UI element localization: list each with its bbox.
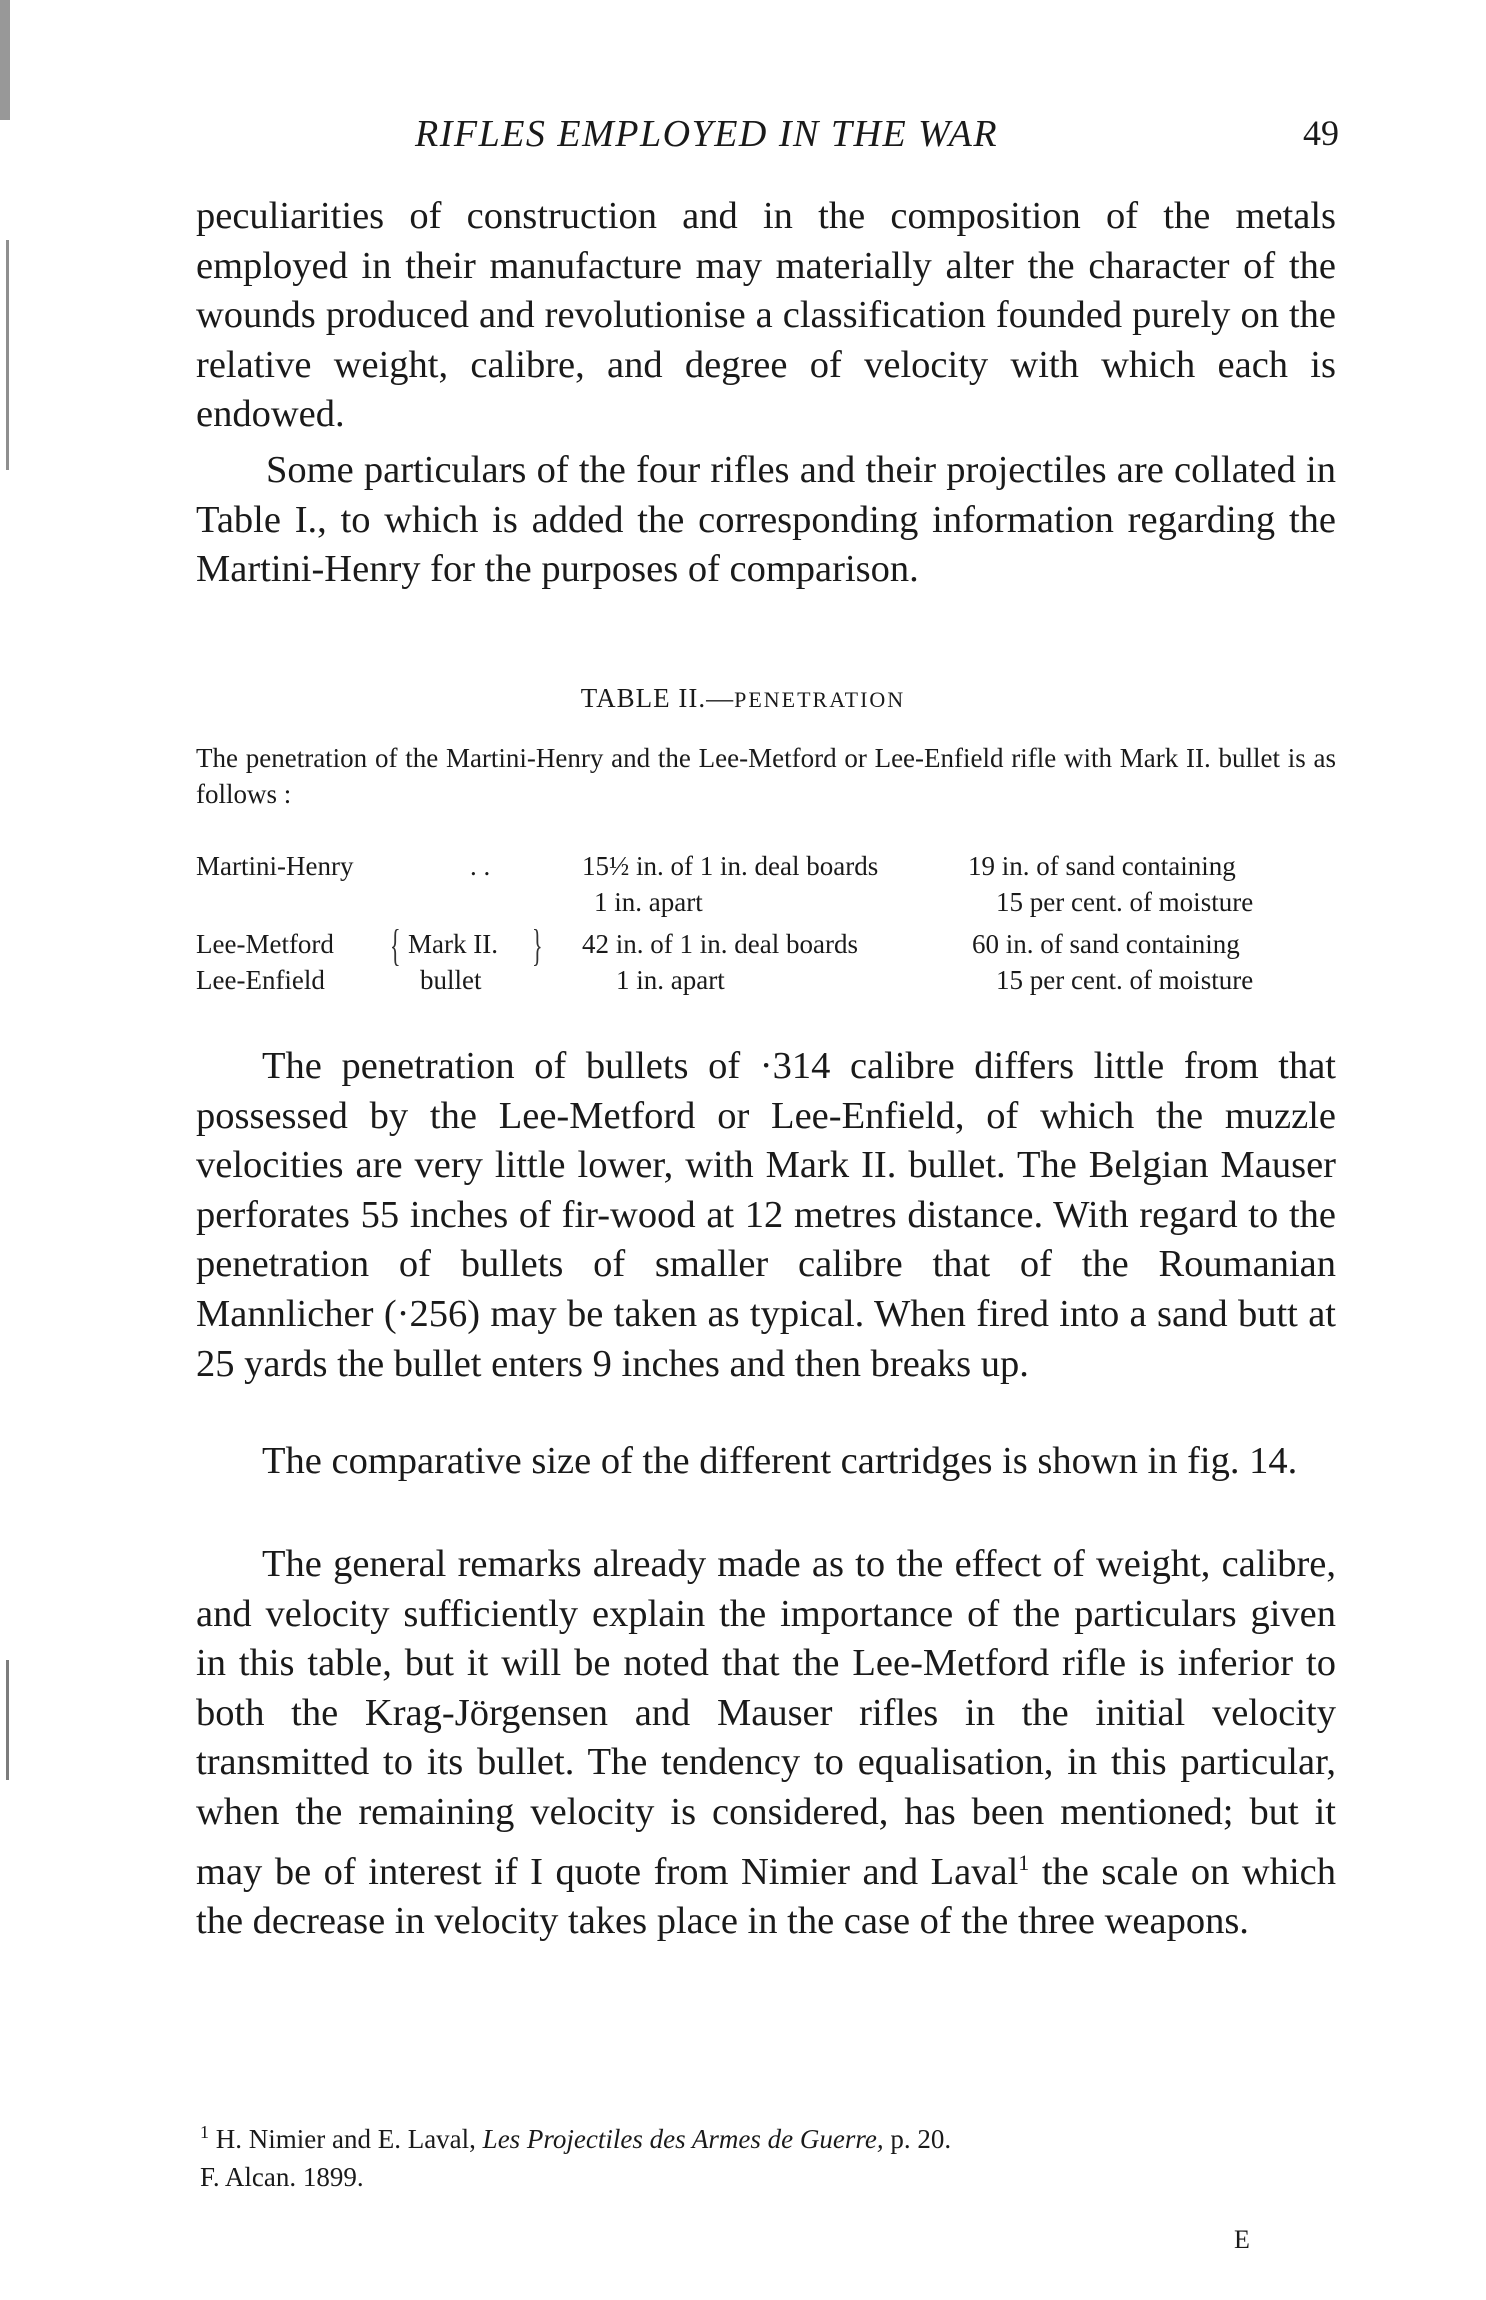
paragraph [196,1540,1336,1947]
table-cell-wood: 42 in. of 1 in. deal boards [582,929,858,959]
brace-right: } [532,921,543,970]
table-cell-sand: 15 per cent. of moisture [996,965,1254,995]
scan-edge-mark [0,0,10,120]
paragraph: The comparative size of the different cartridges is shown in fig. 14. [262,1440,1298,1482]
footnote-ref: 1 [1018,1849,1030,1875]
table-intro: The penetration of the Martini-Henry and the Lee-Metford or Lee-Enfield rifle with Mark II. bullet is as follows : [196,743,1336,809]
footnote-authors: H. Nimier and E. Laval, [215,2124,476,2154]
running-header: RIFLES EMPLOYED IN THE WAR [415,113,999,155]
footnote-page: p. 20. [890,2124,952,2154]
footnote-publisher: F. Alcan. 1899. [200,2162,364,2192]
scan-edge-mark [6,1660,9,1780]
table-cell-rifle: Lee-Enfield [196,965,325,995]
table-title-prefix: TABLE II.— [580,683,735,713]
table-cell-sand: 15 per cent. of moisture [996,887,1254,917]
table-cell-rifle: Martini-Henry [196,851,354,881]
table-cell-rifle: Lee-Metford [196,929,334,959]
table-cell-sand: 60 in. of sand containing [972,929,1240,959]
footnote-marker: 1 [200,2122,209,2142]
table-cell-bullet: bullet [420,965,482,995]
table-cell-dots: . . [470,851,491,881]
footnote-title: Les Projectiles des Armes de Guerre, [482,2124,884,2154]
signature-mark: E [1234,2225,1250,2254]
footnote [200,2113,1340,2196]
paragraph-text: The general remarks already made as to the effect of weight, calibre, and velocity sufficiently explain the importance of the particulars given in this table, but it will be noted that the Lee-Metford rifle is inferior to both the Krag-Jörgensen and Mauser rifles in the initial velocity transmitted to its bullet. The tendency to equalisation, in this particular, when the remaining velocity is considered, has been mentioned; but it may be of interest if I quote from Nimier and Laval [196,1543,1336,1893]
paragraph-text: the scale on which the decrease in velocity takes place in the case of the three weapons. [196,1850,1336,1942]
table-cell-wood: 1 in. apart [616,965,725,995]
page-number: 49 [1303,113,1339,153]
table-cell-bullet: Mark II. [408,929,498,959]
paragraph: Some particulars of the four rifles and their projectiles are collated in Table I., to which is added the corresponding information regarding the Martini-Henry for the purposes of comparison. [196,449,1336,591]
scan-edge-mark [6,240,9,470]
table-title-name: PENETRATION [734,687,906,712]
paragraph: The penetration of bullets of ·314 calibre differs little from that possessed by the Lee-Metford or Lee-Enfield, of which the muzzle velocities are very little lower, with Mark II. bullet. The Belgian Mauser perforates 55 inches of fir-wood at 12 metres distance. With regard to the penetration of bullets of smaller calibre that of the Roumanian Mannlicher (·256) may be taken as typical. When fired into a sand butt at 25 yards the bullet enters 9 inches and then breaks up. [196,1045,1336,1385]
table-cell-wood: 15½ in. of 1 in. deal boards [582,851,879,881]
table-cell-wood: 1 in. apart [594,887,703,917]
table-cell-sand: 19 in. of sand containing [968,851,1236,881]
table-title [0,683,1486,714]
paragraph: peculiarities of construction and in the composition of the metals employed in their manufacture may materially alter the character of the wounds produced and revolutionise a classification founded purely on the relative weight, calibre, and degree of velocity with which each is endowed. [196,195,1336,436]
brace-left: { [390,921,401,970]
